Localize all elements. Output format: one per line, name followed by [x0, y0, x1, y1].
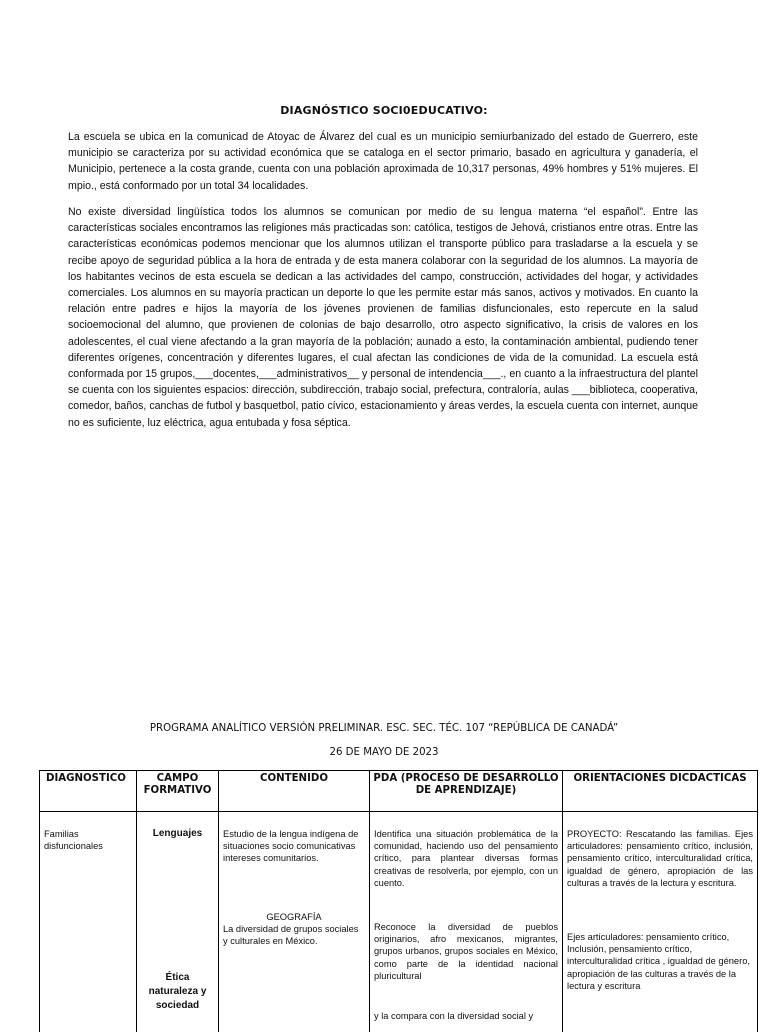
cell-orientaciones: [563, 812, 758, 1032]
contenido-diversidad: La diversidad de grupos sociales y culturales en México.: [223, 923, 365, 947]
pda-text-1: Identifica una situación problemática de la comunidad, haciendo uso del pensamiento crítico, para plantear diversas formas creativas de resolverla, por ejemplo, con un cuento.: [374, 828, 558, 889]
program-title: PROGRAMA ANALÍTICO VERSIÓN PRELIMINAR. ESC. SEC. TÉC. 107 “REPÚBLICA DE CANADÁ”: [0, 723, 768, 734]
contenido-geografia-heading: GEOGRAFÍA: [223, 911, 365, 923]
program-table-header: [40, 771, 758, 812]
header-contenido: CONTENIDO: [219, 771, 370, 812]
program-table: [39, 770, 758, 1032]
cell-diagnostico: [40, 812, 137, 1032]
table-row: [40, 812, 758, 1032]
diagnostic-paragraph-1: La escuela se ubica en la comunicad de Atoyac de Álvarez del cual es un municipio semiurbanizado del estado de Guerrero, este municipio se caracteriza por su actividad económica que se cataloga en el sector primario, basado en agricultura y ganadería, el Municipio, pertenece a la costa grande, cuenta con una población aproximada de 10,317 personas, 49% hombres y 51% mujeres. El mpio., está conformado por un total 34 localidades.: [68, 129, 698, 194]
cell-contenido: [219, 812, 370, 1032]
program-date: 26 DE MAYO DE 2023: [0, 747, 768, 758]
contenido-lengua: Estudio de la lengua indígena de situaciones socio comunicativas intereses comunitarios.: [223, 828, 365, 865]
header-pda: PDA (PROCESO DE DESARROLLO DE APRENDIZAJE): [370, 771, 563, 812]
diagnostic-paragraph-2: No existe diversidad lingüística todos los alumnos se comunican por medio de su lengua materna “el español”. Entre las características sociales encontramos las religiones más practicadas son: católica, testigos de Jehová, cristianos entre otras. Entre las características económicas podemos mencionar que los alumnos utilizan el transporte público para trasladarse a la escuela y se recibe apoyo de seguridad pública a la hora de entrada y de esta manera colaborar con la seguridad de los alumnos. La mayoría de los habitantes vecinos de esta escuela se dedican a las actividades del campo, construcción, actividades del hogar, y actividades comerciales. Los alumnos en su mayoría practican un deporte lo que les permite estar más sanos, activos y motivados. En cuanto la relación entre padres e hijos la mayoría de los jóvenes provienen de familias disfuncionales, esto repercute en la salud socioemocional del alumno, que provienen de colonias de bajo desarrollo, otro aspecto significativo, la crisis de valores en los adolescentes, el cual viene afectando a la gran mayoría de la población; aunado a esto, la contaminación ambiental, pudiendo tener diferentes orígenes, concentración y diferentes lugares, el cual afectan las condiciones de vida de la comunidad. La escuela está conformada por 15 grupos,___docentes,___administrativos__ y personal de intendencia___., en cuanto a la infraestructura del plantel se cuenta con los siguientes espacios: dirección, subdirección, trabajo social, prefectura, contraloría, aulas ___biblioteca, cooperativa, comedor, baños, canchas de futbol y basquetbol, patio cívico, estacionamiento y áreas verdes, la escuela cuenta con internet, aunque no es suficiente, luz eléctrica, agua entubada y fosa séptica.: [68, 204, 698, 431]
orientaciones-text-2: Ejes articuladores: pensamiento crítico, Inclusión, pensamiento crítico, interculturalidad crítica , igualdad de género, apropiación de las culturas a través de la lectura y escritura: [567, 931, 753, 992]
diagnostic-title: DIAGNÓSTICO SOCI0EDUCATIVO:: [0, 104, 768, 117]
campo-etica: Ética naturaleza y sociedad: [141, 971, 214, 1013]
campo-lenguajes: Lenguajes: [141, 828, 214, 840]
cell-pda: [370, 812, 563, 1032]
cell-campo-formativo: [137, 812, 219, 1032]
header-campo-formativo: CAMPO FORMATIVO: [137, 771, 219, 812]
header-orientaciones: ORIENTACIONES DICDACTICAS: [563, 771, 758, 812]
pda-text-3: y la compara con la diversidad social y: [374, 1010, 558, 1022]
header-diagnostico: DIAGNOSTICO: [40, 771, 137, 812]
pda-text-2: Reconoce la diversidad de pueblos originarios, afro mexicanos, migrantes, grupos urbanos, grupos sociales en México, como parte de la identidad nacional pluricultural: [374, 921, 558, 982]
orientaciones-text-1: PROYECTO: Rescatando las familias. Ejes articuladores: pensamiento crítico, inclusión, pensamiento crítico, interculturalidad crítica, igualdad de género, apropiación de las culturas a través de la lectura y escritura.: [567, 828, 753, 889]
diagnostico-text: Familias disfuncionales: [44, 828, 132, 852]
